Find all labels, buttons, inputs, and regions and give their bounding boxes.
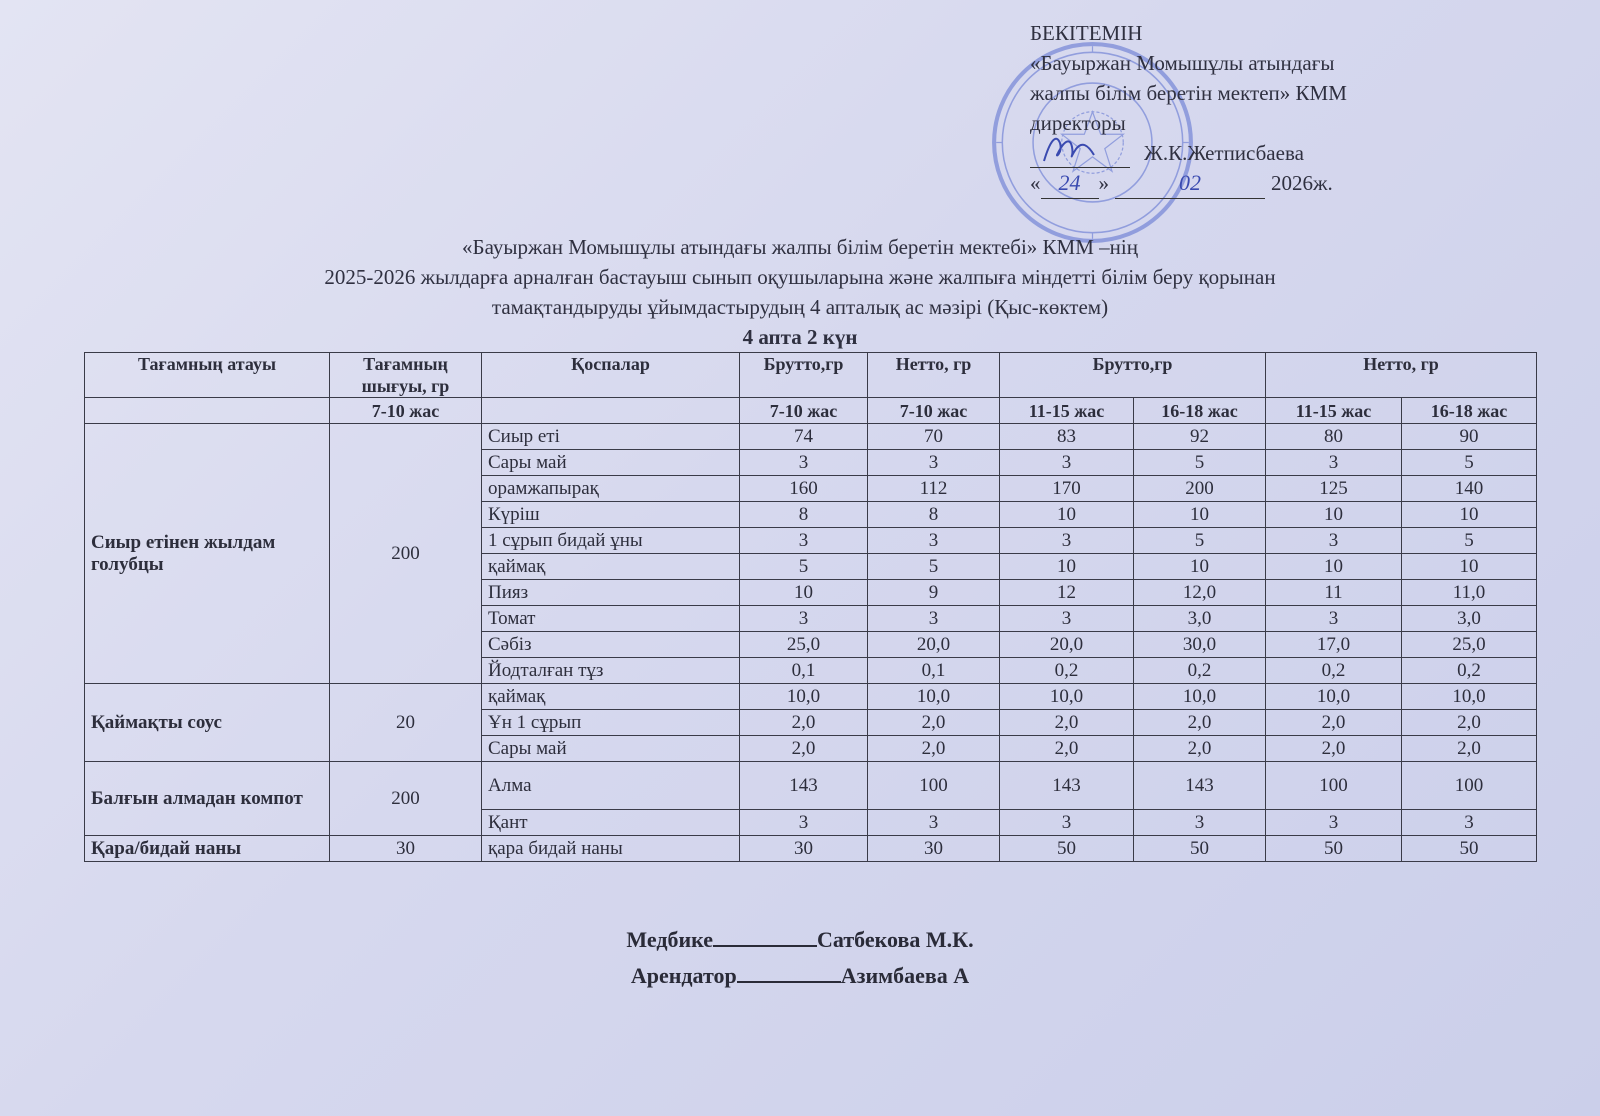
dish-yield: 200	[330, 424, 482, 684]
value-brutto-16-18: 30,0	[1134, 632, 1266, 658]
value-netto-16-18: 3	[1402, 810, 1537, 836]
value-brutto-16-18: 2,0	[1134, 736, 1266, 762]
value-brutto-11-15: 2,0	[1000, 736, 1134, 762]
value-brutto-16-18: 0,2	[1134, 658, 1266, 684]
document-title	[0, 232, 1600, 352]
value-netto-7-10: 3	[868, 528, 1000, 554]
date-day: 24	[1041, 168, 1099, 199]
value-brutto-7-10: 25,0	[740, 632, 868, 658]
value-brutto-7-10: 0,1	[740, 658, 868, 684]
value-brutto-11-15: 143	[1000, 762, 1134, 810]
menu-table	[84, 352, 1537, 862]
value-brutto-7-10: 10	[740, 580, 868, 606]
nurse-name: Сатбекова М.К.	[817, 927, 974, 952]
tenant-sign-blank	[737, 963, 841, 983]
age-netto-16-18: 16-18 жас	[1402, 398, 1537, 424]
ingredient-name: қаймақ	[482, 684, 740, 710]
value-brutto-16-18: 92	[1134, 424, 1266, 450]
value-netto-16-18: 5	[1402, 528, 1537, 554]
ingredient-row	[85, 836, 1537, 862]
approval-date-row	[1030, 168, 1480, 199]
signature-line	[1030, 141, 1130, 168]
value-brutto-16-18: 200	[1134, 476, 1266, 502]
ingredient-name: Сары май	[482, 450, 740, 476]
header-row	[85, 353, 1537, 398]
value-brutto-7-10: 160	[740, 476, 868, 502]
value-netto-7-10: 100	[868, 762, 1000, 810]
value-brutto-11-15: 83	[1000, 424, 1134, 450]
value-netto-7-10: 30	[868, 836, 1000, 862]
date-open-quote: «	[1030, 171, 1041, 195]
ingredient-name: Томат	[482, 606, 740, 632]
value-netto-16-18: 5	[1402, 450, 1537, 476]
value-brutto-11-15: 10	[1000, 554, 1134, 580]
title-subtitle: 4 апта 2 күн	[742, 325, 858, 349]
value-netto-16-18: 3,0	[1402, 606, 1537, 632]
value-brutto-11-15: 50	[1000, 836, 1134, 862]
header-ingredients: Қоспалар	[482, 353, 740, 398]
value-brutto-11-15: 20,0	[1000, 632, 1134, 658]
value-brutto-16-18: 3	[1134, 810, 1266, 836]
date-year: 2026ж.	[1271, 171, 1333, 195]
tenant-name: Азимбаева А	[840, 963, 970, 988]
dish-yield: 20	[330, 684, 482, 762]
value-netto-11-15: 2,0	[1266, 736, 1402, 762]
title-line-3: тамақтандыруды ұйымдастырудың 4 апталық ас мәзірі (Қыс-көктем)	[491, 295, 1109, 319]
value-netto-11-15: 80	[1266, 424, 1402, 450]
value-brutto-7-10: 8	[740, 502, 868, 528]
age-brutto-16-18: 16-18 жас	[1134, 398, 1266, 424]
value-netto-16-18: 2,0	[1402, 710, 1537, 736]
value-brutto-16-18: 5	[1134, 450, 1266, 476]
nurse-signature-line	[0, 922, 1600, 958]
age-yield: 7-10 жас	[330, 398, 482, 424]
value-brutto-16-18: 143	[1134, 762, 1266, 810]
value-netto-11-15: 50	[1266, 836, 1402, 862]
dish-name: Қаймақты соус	[85, 684, 330, 762]
dish-yield: 200	[330, 762, 482, 836]
header-netto-7-10: Нетто, гр	[868, 353, 1000, 398]
value-netto-16-18: 11,0	[1402, 580, 1537, 606]
nurse-label: Медбике	[626, 927, 714, 952]
value-brutto-11-15: 3	[1000, 450, 1134, 476]
value-netto-16-18: 10,0	[1402, 684, 1537, 710]
ingredient-name: қаймақ	[482, 554, 740, 580]
tenant-signature-line	[0, 958, 1600, 994]
value-brutto-7-10: 2,0	[740, 710, 868, 736]
value-brutto-7-10: 10,0	[740, 684, 868, 710]
header-brutto-group: Брутто,гр	[1000, 353, 1266, 398]
value-brutto-7-10: 5	[740, 554, 868, 580]
ingredient-row	[85, 684, 1537, 710]
ingredient-name: Сары май	[482, 736, 740, 762]
dish-name: Сиыр етінен жылдам голубцы	[85, 424, 330, 684]
ingredient-name: Сәбіз	[482, 632, 740, 658]
value-netto-11-15: 11	[1266, 580, 1402, 606]
value-brutto-7-10: 3	[740, 606, 868, 632]
dish-name: Балғын алмадан компот	[85, 762, 330, 836]
value-brutto-11-15: 10,0	[1000, 684, 1134, 710]
value-brutto-11-15: 10	[1000, 502, 1134, 528]
header-dish-name: Тағамның атауы	[85, 353, 330, 398]
value-brutto-16-18: 3,0	[1134, 606, 1266, 632]
footer-signatures	[0, 922, 1600, 994]
dish-yield: 30	[330, 836, 482, 862]
value-netto-16-18: 10	[1402, 502, 1537, 528]
age-empty-2	[482, 398, 740, 424]
nurse-sign-blank	[713, 927, 817, 947]
value-netto-11-15: 125	[1266, 476, 1402, 502]
ingredient-name: орамжапырақ	[482, 476, 740, 502]
value-brutto-11-15: 170	[1000, 476, 1134, 502]
value-netto-7-10: 9	[868, 580, 1000, 606]
age-brutto-7-10: 7-10 жас	[740, 398, 868, 424]
value-brutto-7-10: 30	[740, 836, 868, 862]
header-dish-yield: Тағамның шығуы, гр	[330, 353, 482, 398]
value-netto-16-18: 90	[1402, 424, 1537, 450]
value-netto-7-10: 2,0	[868, 736, 1000, 762]
value-netto-7-10: 112	[868, 476, 1000, 502]
director-name: Ж.К.Жетписбаева	[1144, 141, 1304, 165]
age-netto-11-15: 11-15 жас	[1266, 398, 1402, 424]
ingredient-name: қара бидай наны	[482, 836, 740, 862]
value-brutto-11-15: 3	[1000, 528, 1134, 554]
ingredient-name: Йодталған тұз	[482, 658, 740, 684]
ingredient-row	[85, 762, 1537, 810]
value-netto-11-15: 0,2	[1266, 658, 1402, 684]
value-brutto-7-10: 143	[740, 762, 868, 810]
value-brutto-16-18: 10	[1134, 502, 1266, 528]
value-netto-11-15: 3	[1266, 606, 1402, 632]
value-netto-16-18: 100	[1402, 762, 1537, 810]
ingredient-name: Күріш	[482, 502, 740, 528]
header-brutto-7-10: Брутто,гр	[740, 353, 868, 398]
value-brutto-7-10: 3	[740, 528, 868, 554]
value-brutto-16-18: 5	[1134, 528, 1266, 554]
age-empty-1	[85, 398, 330, 424]
value-netto-11-15: 10	[1266, 554, 1402, 580]
value-netto-7-10: 70	[868, 424, 1000, 450]
value-netto-11-15: 100	[1266, 762, 1402, 810]
value-netto-7-10: 3	[868, 606, 1000, 632]
value-netto-7-10: 10,0	[868, 684, 1000, 710]
age-netto-7-10: 7-10 жас	[868, 398, 1000, 424]
value-brutto-11-15: 0,2	[1000, 658, 1134, 684]
value-brutto-16-18: 10,0	[1134, 684, 1266, 710]
ingredient-name: Пияз	[482, 580, 740, 606]
value-netto-11-15: 2,0	[1266, 710, 1402, 736]
approval-line-2: жалпы білім беретін мектеп» КММ	[1030, 81, 1347, 105]
value-netto-7-10: 3	[868, 450, 1000, 476]
value-brutto-7-10: 3	[740, 450, 868, 476]
menu-body	[85, 424, 1537, 862]
ingredient-name: 1 сұрып бидай ұны	[482, 528, 740, 554]
approval-heading: БЕКІТЕМІН	[1030, 21, 1143, 45]
value-brutto-16-18: 2,0	[1134, 710, 1266, 736]
director-signature	[1040, 131, 1100, 165]
value-netto-16-18: 0,2	[1402, 658, 1537, 684]
value-brutto-16-18: 10	[1134, 554, 1266, 580]
value-brutto-16-18: 12,0	[1134, 580, 1266, 606]
value-netto-7-10: 8	[868, 502, 1000, 528]
value-netto-16-18: 50	[1402, 836, 1537, 862]
approval-line-3: директоры	[1030, 111, 1126, 135]
ingredient-name: Сиыр еті	[482, 424, 740, 450]
value-netto-16-18: 10	[1402, 554, 1537, 580]
value-netto-11-15: 17,0	[1266, 632, 1402, 658]
value-netto-16-18: 25,0	[1402, 632, 1537, 658]
value-netto-11-15: 10	[1266, 502, 1402, 528]
value-brutto-11-15: 2,0	[1000, 710, 1134, 736]
value-netto-7-10: 20,0	[868, 632, 1000, 658]
value-netto-7-10: 0,1	[868, 658, 1000, 684]
ingredient-name: Ұн 1 сұрып	[482, 710, 740, 736]
value-netto-16-18: 2,0	[1402, 736, 1537, 762]
age-row	[85, 398, 1537, 424]
title-line-2: 2025-2026 жылдарға арналған бастауыш сынып оқушыларына және жалпыға міндетті білім беру қорынан	[324, 265, 1276, 289]
value-brutto-11-15: 12	[1000, 580, 1134, 606]
date-close-quote: »	[1098, 171, 1109, 195]
director-signature-row	[1030, 138, 1480, 168]
value-netto-7-10: 2,0	[868, 710, 1000, 736]
value-brutto-7-10: 3	[740, 810, 868, 836]
value-netto-11-15: 10,0	[1266, 684, 1402, 710]
approval-block	[1030, 18, 1480, 199]
value-netto-7-10: 5	[868, 554, 1000, 580]
value-netto-11-15: 3	[1266, 810, 1402, 836]
ingredient-row	[85, 424, 1537, 450]
age-brutto-11-15: 11-15 жас	[1000, 398, 1134, 424]
ingredient-name: Алма	[482, 762, 740, 810]
ingredient-name: Қант	[482, 810, 740, 836]
approval-line-1: «Бауыржан Момышұлы атындағы	[1030, 51, 1335, 75]
dish-name: Қара/бидай наны	[85, 836, 330, 862]
value-netto-16-18: 140	[1402, 476, 1537, 502]
title-line-1: «Бауыржан Момышұлы атындағы жалпы білім беретін мектебі» КММ –нің	[462, 235, 1138, 259]
value-brutto-11-15: 3	[1000, 606, 1134, 632]
value-brutto-7-10: 74	[740, 424, 868, 450]
value-brutto-16-18: 50	[1134, 836, 1266, 862]
value-brutto-11-15: 3	[1000, 810, 1134, 836]
date-month: 02	[1115, 168, 1265, 199]
value-netto-11-15: 3	[1266, 450, 1402, 476]
tenant-label: Арендатор	[630, 963, 737, 988]
value-netto-11-15: 3	[1266, 528, 1402, 554]
header-netto-group: Нетто, гр	[1266, 353, 1537, 398]
value-brutto-7-10: 2,0	[740, 736, 868, 762]
value-netto-7-10: 3	[868, 810, 1000, 836]
